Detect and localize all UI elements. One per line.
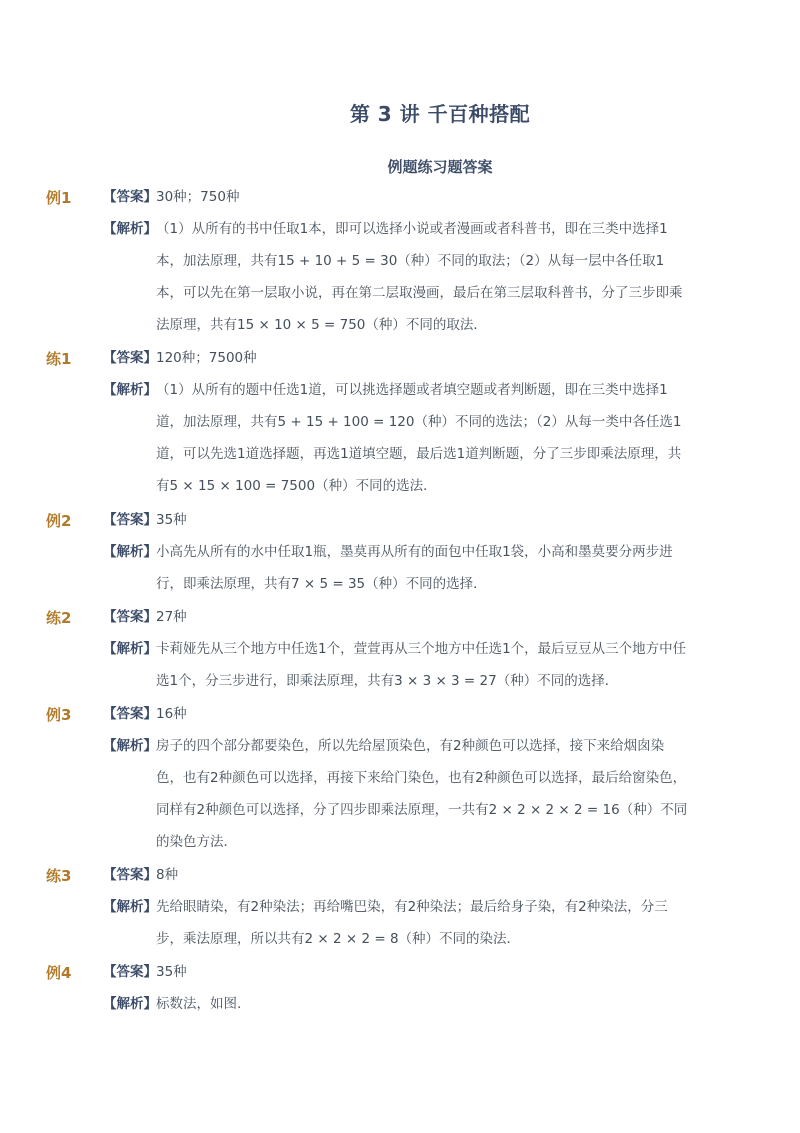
answer-text: 35种 [156, 964, 187, 980]
analysis-line: 道，加法原理，共有5 + 15 + 100 = 120（种）不同的选法；（2）从每一类中各任选1 [156, 414, 682, 430]
analysis-tag: 【解析】 [103, 899, 157, 915]
answer-row [103, 504, 723, 536]
analysis-tag: 【解析】 [103, 738, 157, 754]
answer-tag: 【答案】 [103, 609, 157, 625]
analysis-line: （1）从所有的题中任选1道，可以挑选择题或者填空题或者判断题，即在三类中选择1 [156, 382, 668, 398]
answer-tag: 【答案】 [103, 964, 157, 980]
analysis-row [103, 730, 723, 858]
analysis-row [103, 633, 723, 697]
analysis-row [103, 374, 723, 502]
analysis-tag: 【解析】 [103, 382, 157, 398]
section-title: 例题练习题答案 [387, 158, 493, 176]
page-title: 第 3 讲 千百种搭配 [349, 102, 531, 126]
item-label: 例2 [46, 512, 72, 530]
analysis-line: 先给眼睛染，有2种染法；再给嘴巴染，有2种染法；最后给身子染，有2种染法，分三 [156, 899, 668, 915]
answer-row [103, 181, 723, 213]
analysis-line: 道，可以先选1道选择题，再选1道填空题，最后选1道判断题，分了三步即乘法原理，共 [156, 446, 682, 462]
analysis-line: 法原理，共有15 × 10 × 5 = 750（种）不同的取法． [156, 317, 487, 333]
answer-text: 27种 [156, 609, 187, 625]
analysis-row [103, 891, 723, 955]
analysis-row [103, 213, 723, 341]
answer-tag: 【答案】 [103, 706, 157, 722]
analysis-body [156, 633, 723, 697]
analysis-line: 的染色方法． [156, 834, 237, 850]
analysis-body [156, 536, 723, 600]
analysis-line: 步，乘法原理，所以共有2 × 2 × 2 = 8（种）不同的染法． [156, 931, 521, 947]
item-label: 练3 [46, 867, 72, 885]
item-label: 例1 [46, 189, 72, 207]
analysis-line: 行，即乘法原理，共有7 × 5 = 35（种）不同的选择． [156, 576, 487, 592]
analysis-body [156, 730, 723, 858]
analysis-line: 有5 × 15 × 100 = 7500（种）不同的选法． [156, 478, 437, 494]
answer-text: 30种；750种 [156, 189, 240, 205]
analysis-line: 本，加法原理，共有15 + 10 + 5 = 30（种）不同的取法；（2）从每一层中各任取1 [156, 253, 665, 269]
analysis-body [156, 988, 723, 1020]
item-label: 例3 [46, 706, 72, 724]
analysis-tag: 【解析】 [103, 544, 157, 560]
analysis-tag: 【解析】 [103, 996, 157, 1012]
answer-tag: 【答案】 [103, 867, 157, 883]
analysis-body [156, 213, 723, 341]
analysis-line: 标数法，如图. [156, 996, 242, 1012]
item-label: 练2 [46, 609, 72, 627]
analysis-line: 色，也有2种颜色可以选择，再接下来给门染色，也有2种颜色可以选择，最后给窗染色， [156, 770, 687, 786]
item-label: 例4 [46, 964, 72, 982]
answer-text: 120种；7500种 [156, 350, 257, 366]
analysis-body [156, 891, 723, 955]
answer-row [103, 956, 723, 988]
analysis-row [103, 536, 723, 600]
analysis-line: 房子的四个部分都要染色，所以先给屋顶染色，有2种颜色可以选择，接下来给烟囱染 [156, 738, 665, 754]
answer-text: 8种 [156, 867, 179, 883]
analysis-body [156, 374, 723, 502]
analysis-line: 同样有2种颜色可以选择，分了四步即乘法原理，一共有2 × 2 × 2 × 2 = 16（种）不同 [156, 802, 688, 818]
answer-row [103, 698, 723, 730]
analysis-tag: 【解析】 [103, 221, 157, 237]
analysis-line: 卡莉娅先从三个地方中任选1个，萱萱再从三个地方中任选1个，最后豆豆从三个地方中任 [156, 641, 687, 657]
answer-text: 16种 [156, 706, 187, 722]
analysis-line: 本，可以先在第一层取小说，再在第二层取漫画，最后在第三层取科普书，分了三步即乘 [156, 285, 683, 301]
answer-tag: 【答案】 [103, 189, 157, 205]
answer-tag: 【答案】 [103, 512, 157, 528]
answer-tag: 【答案】 [103, 350, 157, 366]
analysis-line: 小高先从所有的水中任取1瓶，墨莫再从所有的面包中任取1袋，小高和墨莫要分两步进 [156, 544, 673, 560]
answer-row [103, 342, 723, 374]
analysis-line: 选1个，分三步进行，即乘法原理，共有3 × 3 × 3 = 27（种）不同的选择． [156, 673, 619, 689]
answer-text: 35种 [156, 512, 187, 528]
answer-row [103, 601, 723, 633]
analysis-tag: 【解析】 [103, 641, 157, 657]
analysis-row [103, 988, 723, 1020]
answer-row [103, 859, 723, 891]
analysis-line: （1）从所有的书中任取1本，即可以选择小说或者漫画或者科普书，即在三类中选择1 [156, 221, 668, 237]
item-label: 练1 [46, 350, 72, 368]
